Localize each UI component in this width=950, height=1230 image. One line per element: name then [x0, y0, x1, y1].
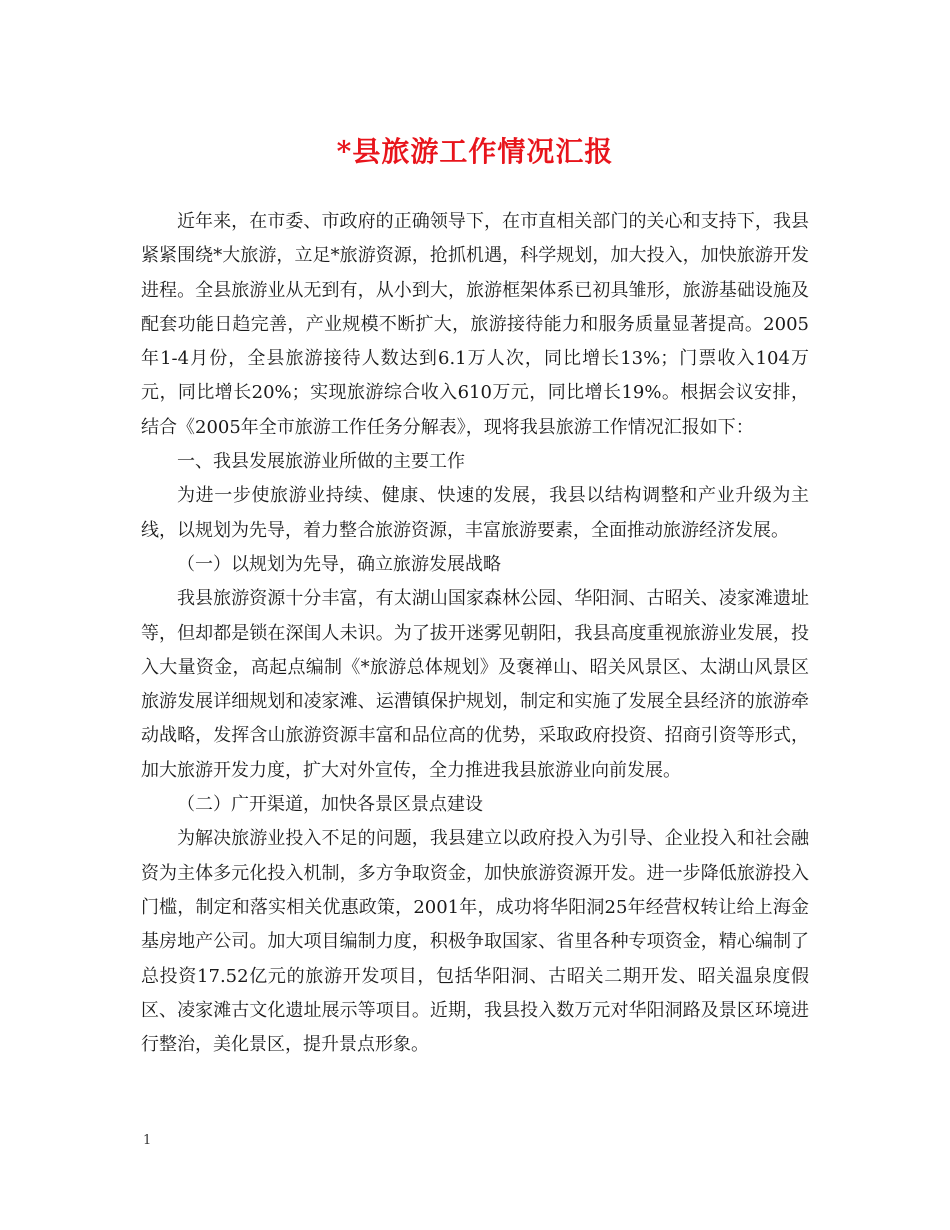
- subsection-heading-1: （一）以规划为先导，确立旅游发展战略: [177, 553, 501, 575]
- subsection-heading-2: （二）广开渠道，加快各景区景点建设: [177, 794, 483, 816]
- paragraph-subsection-1: 我县旅游资源十分丰富，有太湖山国家森林公园、华阳洞、古昭关、凌家滩遗址等，但却都是锁在深闺人未识。为了拔开迷雾见朝阳，我县高度重视旅游业发展，投入大量资金，高起点编制《*旅游总体规划》及褒禅山、昭关风景区、太湖山风景区旅游发展详细规划和凌家滩、运漕镇保护规划，制定和实施了发展全县经济的旅游牵动战略，发挥含山旅游资源丰富和品位高的优势，采取政府投资、招商引资等形式，加大旅游开发力度，扩大对外宣传，全力推进我县旅游业向前发展。: [141, 588, 809, 781]
- document-title: *县旅游工作情况汇报: [336, 135, 614, 168]
- section-heading-1: 一、我县发展旅游业所做的主要工作: [177, 451, 465, 473]
- paragraph-intro: 近年来，在市委、市政府的正确领导下，在市直相关部门的关心和支持下，我县紧紧围绕*大旅游，立足*旅游资源，抢抓机遇，科学规划，加大投入，加快旅游开发进程。全县旅游业从无到有，从小到大，旅游框架体系已初具雏形，旅游基础设施及配套功能日趋完善，产业规模不断扩大，旅游接待能力和服务质量显著提高。2005年1-4月份，全县旅游接待人数达到6.1万人次，同比增长13%；门票收入104万元，同比增长20%；实现旅游综合收入610万元，同比增长19%。根据会议安排，结合《2005年全市旅游工作任务分解表》，现将我县旅游工作情况汇报如下：: [141, 211, 809, 438]
- page-number: 1: [143, 1133, 152, 1148]
- paragraph-subsection-2: 为解决旅游业投入不足的问题，我县建立以政府投入为引导、企业投入和社会融资为主体多元化投入机制，多方争取资金，加快旅游资源开发。进一步降低旅游投入门槛，制定和落实相关优惠政策，2001年，成功将华阳洞25年经营权转让给上海金基房地产公司。加大项目编制力度，积极争取国家、省里各种专项资金，精心编制了总投资17.52亿元的旅游开发项目，包括华阳洞、古昭关二期开发、昭关温泉度假区、凌家滩古文化遗址展示等项目。近期，我县投入数万元对华阳洞路及景区环境进行整治，美化景区，提升景点形象。: [141, 828, 809, 1056]
- document-body: [141, 205, 809, 1062]
- paragraph-section-1-intro: 为进一步使旅游业持续、健康、快速的发展，我县以结构调整和产业升级为主线，以规划为先导，着力整合旅游资源，丰富旅游要素，全面推动旅游经济发展。: [141, 485, 809, 541]
